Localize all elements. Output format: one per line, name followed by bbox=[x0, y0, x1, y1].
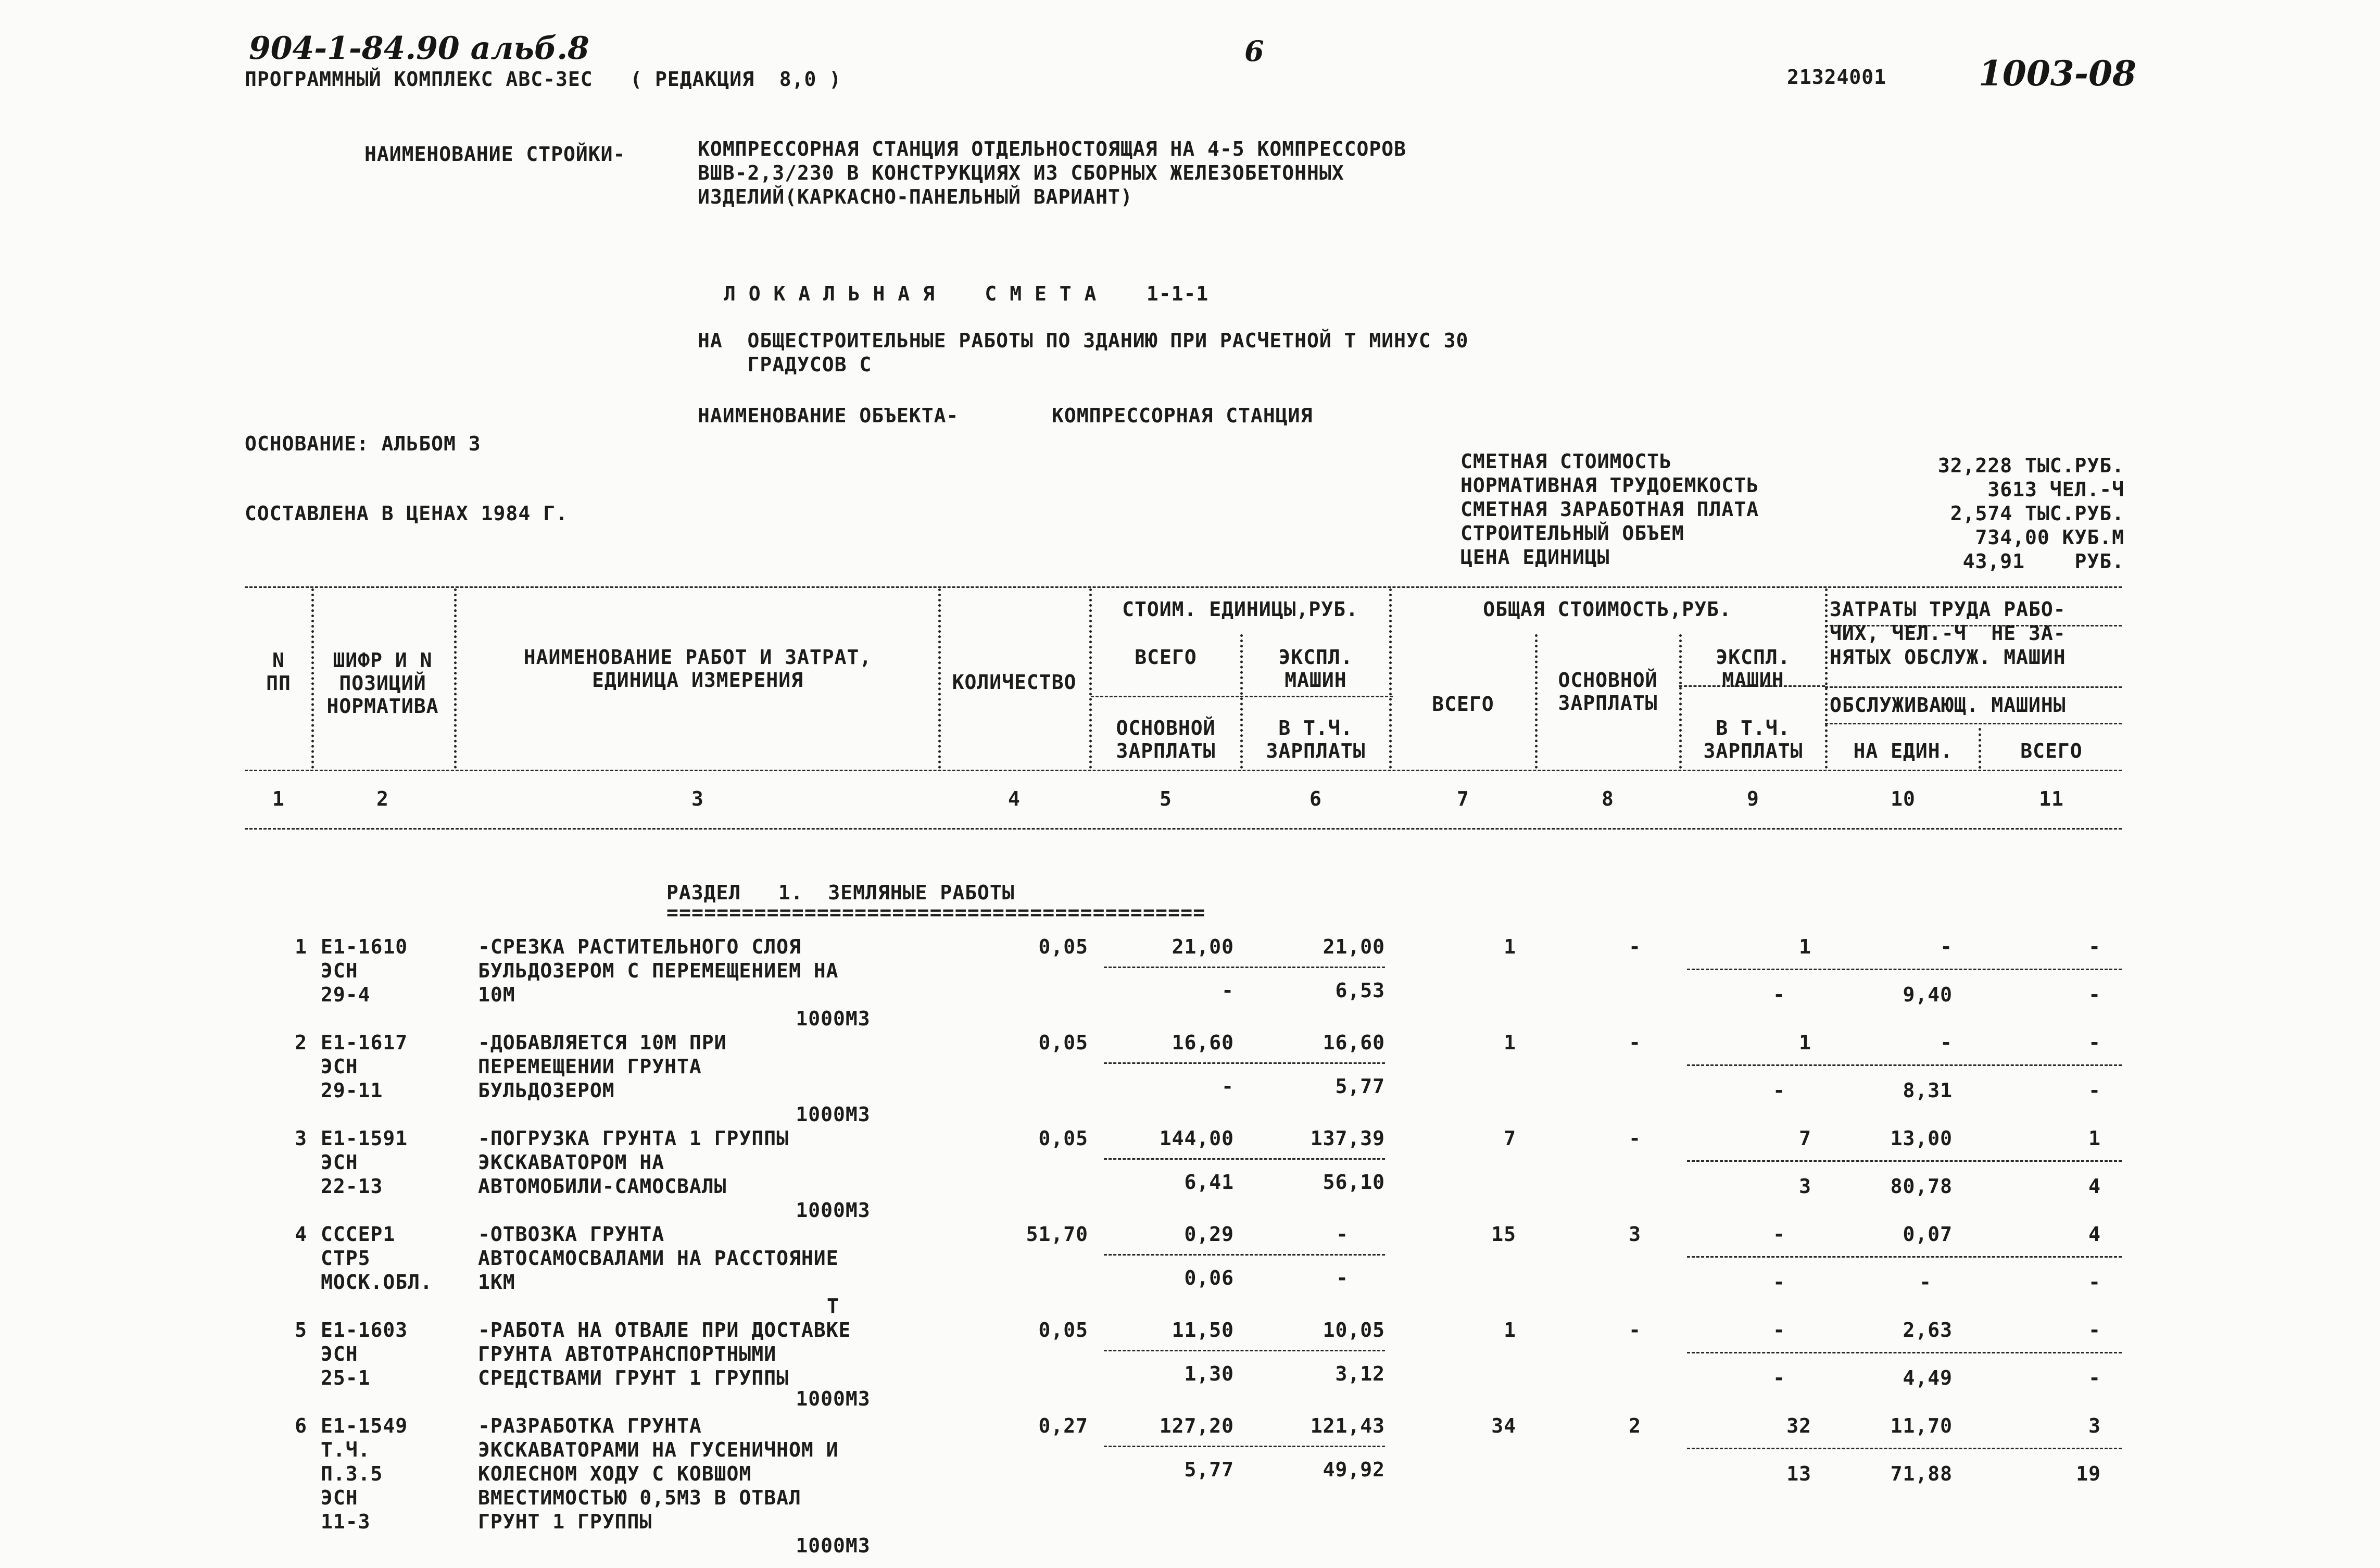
row-name: ЭКСКАВАТОРОМ НА bbox=[478, 1151, 665, 1174]
row-name: СРЕДСТВАМИ ГРУНТ 1 ГРУППЫ bbox=[478, 1366, 789, 1389]
section-underline: =========================================== bbox=[666, 901, 1206, 924]
row-code: Е1-1617 bbox=[321, 1031, 408, 1054]
row-name: АВТОМОБИЛИ-САМОСВАЛЫ bbox=[478, 1175, 727, 1198]
header-labor-service: ОБСЛУЖИВАЮЩ. МАШИНЫ bbox=[1830, 694, 2066, 717]
row-code: Т.Ч. bbox=[321, 1438, 371, 1461]
table-rule-top bbox=[245, 586, 2122, 588]
row-quantity: 51,70 bbox=[1026, 1223, 1088, 1246]
row-name: ГРУНТА АВТОТРАНСПОРТНЫМИ bbox=[478, 1343, 777, 1365]
row-name: -РАЗРАБОТКА ГРУНТА bbox=[478, 1414, 702, 1437]
row-subtotal-rule bbox=[1687, 1160, 2122, 1162]
row-total-machine-wages: 13 bbox=[1786, 1462, 1811, 1485]
row-total-cost: 15 bbox=[1491, 1223, 1516, 1246]
header-col-name: ЕДИНИЦА ИЗМЕРЕНИЯ bbox=[592, 669, 803, 692]
row-name: ПЕРЕМЕЩЕНИИ ГРУНТА bbox=[478, 1055, 702, 1078]
row-labor-service-unit: 80,78 bbox=[1890, 1175, 1953, 1198]
header-col-6: ЭКСПЛ. bbox=[1278, 646, 1353, 669]
row-labor-unit: 0,07 bbox=[1903, 1223, 1953, 1246]
summary-label: НОРМАТИВНАЯ ТРУДОЕМКОСТЬ bbox=[1460, 474, 1759, 497]
row-code: ЭСН bbox=[321, 1151, 358, 1174]
row-unit-cost-machines: 10,05 bbox=[1323, 1319, 1385, 1341]
header-col-11: ВСЕГО bbox=[2020, 739, 2083, 762]
row-subtotal-rule bbox=[1104, 1158, 1385, 1160]
row-total-cost: 7 bbox=[1504, 1127, 1516, 1150]
row-total-wages: - bbox=[1629, 1031, 1641, 1054]
row-total-wages: - bbox=[1629, 935, 1641, 958]
column-number: 1 bbox=[272, 787, 285, 810]
header-col-6: ЗАРПЛАТЫ bbox=[1266, 739, 1366, 762]
row-unit-cost-machine-wages: 6,53 bbox=[1335, 979, 1385, 1002]
row-code: ЭСН bbox=[321, 1486, 358, 1509]
row-unit: 1000М3 bbox=[796, 1387, 871, 1410]
table-rule-sub bbox=[1825, 723, 2122, 724]
document-code: 21324001 bbox=[1787, 66, 1887, 89]
column-number: 11 bbox=[2039, 787, 2064, 810]
row-labor-unit: 13,00 bbox=[1890, 1127, 1953, 1150]
row-labor-service-total: - bbox=[2088, 1366, 2101, 1389]
summary-value: 3613 ЧЕЛ.-Ч bbox=[1987, 478, 2124, 501]
row-labor-service-total: 4 bbox=[2088, 1175, 2101, 1198]
row-code: П.3.5 bbox=[321, 1462, 383, 1485]
estimate-subtitle: НА ОБЩЕСТРОИТЕЛЬНЫЕ РАБОТЫ ПО ЗДАНИЮ ПРИ РАСЧЕТНОЙ Т МИНУС 30 bbox=[698, 329, 1469, 352]
row-labor-service-total: - bbox=[2088, 1271, 2101, 1294]
row-total-cost: 34 bbox=[1491, 1414, 1516, 1437]
summary-value: 32,228 ТЫС.РУБ. bbox=[1937, 454, 2124, 477]
row-quantity: 0,05 bbox=[1038, 935, 1088, 958]
section-title: РАЗДЕЛ 1. ЗЕМЛЯНЫЕ РАБОТЫ bbox=[666, 881, 1015, 904]
row-labor-service-unit: 71,88 bbox=[1890, 1462, 1953, 1485]
summary-value: 43,91 РУБ. bbox=[1962, 550, 2124, 573]
row-code: Е1-1549 bbox=[321, 1414, 408, 1437]
estimate-title: Л О К А Л Ь Н А Я С М Е Т А 1-1-1 bbox=[724, 282, 1209, 305]
row-labor-total: - bbox=[2088, 1319, 2101, 1341]
summary-label: СТРОИТЕЛЬНЫЙ ОБЪЕМ bbox=[1460, 522, 1684, 545]
header-col-9: МАШИН bbox=[1722, 669, 1784, 692]
row-labor-total: - bbox=[2088, 935, 2101, 958]
row-subtotal-rule bbox=[1687, 1064, 2122, 1066]
header-unit-cost: СТОИМ. ЕДИНИЦЫ,РУБ. bbox=[1122, 598, 1358, 621]
header-labor: НЯТЫХ ОБСЛУЖ. МАШИН bbox=[1830, 646, 2066, 669]
row-number: 1 bbox=[295, 935, 307, 958]
handwritten-sheet-number: 1003-08 bbox=[1979, 53, 2136, 94]
row-quantity: 0,27 bbox=[1038, 1414, 1088, 1437]
row-unit-cost-wages: 1,30 bbox=[1184, 1362, 1234, 1385]
row-quantity: 0,05 bbox=[1038, 1319, 1088, 1341]
row-unit-cost-machines: 21,00 bbox=[1323, 935, 1385, 958]
row-total-cost: 1 bbox=[1504, 1031, 1516, 1054]
row-labor-unit: 11,70 bbox=[1890, 1414, 1953, 1437]
row-name: -РАБОТА НА ОТВАЛЕ ПРИ ДОСТАВКЕ bbox=[478, 1319, 851, 1341]
header-col-quantity: КОЛИЧЕСТВО bbox=[952, 671, 1077, 694]
row-labor-service-unit: 8,31 bbox=[1903, 1079, 1953, 1102]
row-unit-cost-total: 0,29 bbox=[1184, 1223, 1234, 1246]
column-number: 4 bbox=[1008, 787, 1021, 810]
row-labor-unit: - bbox=[1940, 935, 1953, 958]
row-unit: 1000М3 bbox=[796, 1534, 871, 1557]
row-unit-cost-machines: 137,39 bbox=[1310, 1127, 1385, 1150]
row-name: -СРЕЗКА РАСТИТЕЛЬНОГО СЛОЯ bbox=[478, 935, 801, 958]
row-labor-total: 4 bbox=[2088, 1223, 2101, 1246]
price-level: СОСТАВЛЕНА В ЦЕНАХ 1984 Г. bbox=[245, 502, 568, 525]
row-unit: 1000М3 bbox=[796, 1103, 871, 1126]
header-col-5: ОСНОВНОЙ bbox=[1116, 717, 1216, 739]
row-number: 2 bbox=[295, 1031, 307, 1054]
header-labor: ЧИХ, ЧЕЛ.-Ч НЕ ЗА- bbox=[1830, 622, 2066, 645]
row-number: 3 bbox=[295, 1127, 307, 1150]
header-col-5: ЗАРПЛАТЫ bbox=[1116, 739, 1216, 762]
row-labor-service-total: - bbox=[2088, 983, 2101, 1006]
column-number: 3 bbox=[691, 787, 704, 810]
summary-value: 734,00 КУБ.М bbox=[1975, 526, 2124, 549]
row-code: 29-4 bbox=[321, 983, 371, 1006]
construction-line: ВШВ-2,3/230 В КОНСТРУКЦИЯХ ИЗ СБОРНЫХ ЖЕЛЕЗОБЕТОННЫХ bbox=[698, 161, 1344, 184]
row-unit-cost-total: 16,60 bbox=[1172, 1031, 1234, 1054]
row-code: ЭСН bbox=[321, 1343, 358, 1365]
header-col-6: В Т.Ч. bbox=[1278, 717, 1353, 739]
estimate-subtitle: ГРАДУСОВ С bbox=[698, 353, 872, 376]
row-code: ЭСН bbox=[321, 959, 358, 982]
row-total-machines: 32 bbox=[1786, 1414, 1811, 1437]
header-col-10: НА ЕДИН. bbox=[1853, 739, 1953, 762]
row-unit-cost-wages: 6,41 bbox=[1184, 1171, 1234, 1194]
header-col-name: НАИМЕНОВАНИЕ РАБОТ И ЗАТРАТ, bbox=[523, 646, 872, 669]
program-line: ПРОГРАММНЫЙ КОМПЛЕКС АВС-3ЕС ( РЕДАКЦИЯ 8,0 ) bbox=[245, 68, 842, 91]
summary-label: СМЕТНАЯ СТОИМОСТЬ bbox=[1460, 450, 1672, 473]
row-total-wages: 2 bbox=[1629, 1414, 1641, 1437]
row-unit: 1000М3 bbox=[796, 1199, 871, 1222]
summary-value: 2,574 ТЫС.РУБ. bbox=[1950, 502, 2124, 525]
row-number: 6 bbox=[295, 1414, 307, 1437]
row-unit-cost-wages: - bbox=[1222, 979, 1234, 1002]
basis: ОСНОВАНИЕ: АЛЬБОМ 3 bbox=[245, 432, 481, 455]
header-col-9: ЭКСПЛ. bbox=[1716, 646, 1791, 669]
row-name: -ПОГРУЗКА ГРУНТА 1 ГРУППЫ bbox=[478, 1127, 789, 1150]
header-col-7: ВСЕГО bbox=[1432, 693, 1494, 716]
row-name: ВМЕСТИМОСТЬЮ 0,5М3 В ОТВАЛ bbox=[478, 1486, 801, 1509]
header-col-8: ЗАРПЛАТЫ bbox=[1558, 692, 1658, 714]
row-labor-service-unit: - bbox=[1919, 1271, 1932, 1294]
row-code: 11-3 bbox=[321, 1510, 371, 1533]
row-total-wages: - bbox=[1629, 1127, 1641, 1150]
row-total-cost: 1 bbox=[1504, 1319, 1516, 1341]
row-code: ЭСН bbox=[321, 1055, 358, 1078]
row-code: Е1-1591 bbox=[321, 1127, 408, 1150]
row-subtotal-rule bbox=[1687, 969, 2122, 970]
row-total-machine-wages: - bbox=[1773, 983, 1785, 1006]
header-col-code: ПОЗИЦИЙ bbox=[339, 672, 426, 695]
row-subtotal-rule bbox=[1687, 1256, 2122, 1258]
column-number: 7 bbox=[1457, 787, 1469, 810]
row-labor-total: - bbox=[2088, 1031, 2101, 1054]
header-labor: ЗАТРАТЫ ТРУДА РАБО- bbox=[1830, 598, 2066, 621]
row-name: БУЛЬДОЗЕРОМ С ПЕРЕМЕЩЕНИЕМ НА bbox=[478, 959, 839, 982]
row-number: 4 bbox=[295, 1223, 307, 1246]
row-code: Е1-1610 bbox=[321, 935, 408, 958]
construction-line: ИЗДЕЛИЙ(КАРКАСНО-ПАНЕЛЬНЫЙ ВАРИАНТ) bbox=[698, 185, 1133, 208]
row-total-machines: 1 bbox=[1799, 935, 1811, 958]
row-subtotal-rule bbox=[1104, 1254, 1385, 1256]
row-subtotal-rule bbox=[1687, 1352, 2122, 1353]
column-number: 2 bbox=[376, 787, 389, 810]
row-code: Е1-1603 bbox=[321, 1319, 408, 1341]
row-code: МОСК.ОБЛ. bbox=[321, 1271, 433, 1294]
row-total-wages: - bbox=[1629, 1319, 1641, 1341]
header-col-5: ВСЕГО bbox=[1135, 646, 1197, 669]
row-labor-service-total: - bbox=[2088, 1079, 2101, 1102]
row-unit-cost-machine-wages: 3,12 bbox=[1335, 1362, 1385, 1385]
construction-line: КОМПРЕССОРНАЯ СТАНЦИЯ ОТДЕЛЬНОСТОЯЩАЯ НА 4-5 КОМПРЕССОРОВ bbox=[698, 137, 1407, 160]
row-labor-unit: - bbox=[1940, 1031, 1953, 1054]
row-subtotal-rule bbox=[1104, 967, 1385, 968]
row-name: -ДОБАВЛЯЕТСЯ 10М ПРИ bbox=[478, 1031, 727, 1054]
header-col-code: НОРМАТИВА bbox=[326, 695, 439, 718]
row-labor-service-unit: 9,40 bbox=[1903, 983, 1953, 1006]
row-unit-cost-machine-wages: 5,77 bbox=[1335, 1075, 1385, 1098]
header-col-9: В Т.Ч. bbox=[1716, 717, 1791, 739]
object-label: НАИМЕНОВАНИЕ ОБЪЕКТА- bbox=[698, 404, 959, 427]
row-labor-service-total: 19 bbox=[2076, 1462, 2101, 1485]
row-unit: Т bbox=[827, 1295, 839, 1318]
row-total-machines: - bbox=[1773, 1223, 1785, 1246]
row-name: -ОТВОЗКА ГРУНТА bbox=[478, 1223, 665, 1246]
row-total-machines: 1 bbox=[1799, 1031, 1811, 1054]
row-unit-cost-total: 11,50 bbox=[1172, 1319, 1234, 1341]
row-unit-cost-wages: - bbox=[1222, 1075, 1234, 1098]
row-labor-total: 1 bbox=[2088, 1127, 2101, 1150]
row-unit: 1000М3 bbox=[796, 1007, 871, 1030]
handwritten-reference: 904-1-84.90 альб.8 bbox=[249, 30, 589, 67]
row-total-machine-wages: - bbox=[1773, 1366, 1785, 1389]
row-name: ГРУНТ 1 ГРУППЫ bbox=[478, 1510, 652, 1533]
column-number: 5 bbox=[1160, 787, 1172, 810]
row-unit-cost-machine-wages: - bbox=[1336, 1266, 1349, 1289]
row-unit-cost-wages: 0,06 bbox=[1184, 1266, 1234, 1289]
table-rule-head-bottom bbox=[245, 770, 2122, 771]
row-subtotal-rule bbox=[1104, 1062, 1385, 1064]
row-name: 10М bbox=[478, 983, 515, 1006]
row-name: ЭКСКАВАТОРАМИ НА ГУСЕНИЧНОМ И bbox=[478, 1438, 839, 1461]
construction-label: НАИМЕНОВАНИЕ СТРОЙКИ- bbox=[364, 143, 626, 166]
row-unit-cost-total: 21,00 bbox=[1172, 935, 1234, 958]
row-unit-cost-machine-wages: 56,10 bbox=[1323, 1171, 1385, 1194]
column-number: 10 bbox=[1891, 787, 1916, 810]
header-col-8: ОСНОВНОЙ bbox=[1558, 669, 1658, 692]
table-rule-sub bbox=[1825, 686, 2122, 688]
row-unit-cost-machines: 121,43 bbox=[1310, 1414, 1385, 1437]
row-unit-cost-machines: 16,60 bbox=[1323, 1031, 1385, 1054]
row-unit-cost-machine-wages: 49,92 bbox=[1323, 1458, 1385, 1481]
row-code: 25-1 bbox=[321, 1366, 371, 1389]
header-col-6: МАШИН bbox=[1285, 669, 1347, 692]
header-col-9: ЗАРПЛАТЫ bbox=[1703, 739, 1803, 762]
summary-label: СМЕТНАЯ ЗАРАБОТНАЯ ПЛАТА bbox=[1460, 498, 1759, 521]
row-code: СССЕР1 bbox=[321, 1223, 396, 1246]
row-name: БУЛЬДОЗЕРОМ bbox=[478, 1079, 615, 1102]
column-separator bbox=[454, 588, 457, 769]
table-rule-num-bottom bbox=[245, 828, 2122, 830]
row-code: 22-13 bbox=[321, 1175, 383, 1198]
header-col-number: N bbox=[272, 649, 285, 672]
row-code: СТР5 bbox=[321, 1247, 371, 1270]
row-unit-cost-total: 127,20 bbox=[1159, 1414, 1234, 1437]
row-subtotal-rule bbox=[1104, 1446, 1385, 1447]
column-number: 8 bbox=[1602, 787, 1614, 810]
row-labor-unit: 2,63 bbox=[1903, 1319, 1953, 1341]
header-col-number: ПП bbox=[266, 672, 291, 695]
row-name: АВТОСАМОСВАЛАМИ НА РАССТОЯНИЕ bbox=[478, 1247, 839, 1270]
row-total-wages: 3 bbox=[1629, 1223, 1641, 1246]
row-total-machine-wages: - bbox=[1773, 1271, 1785, 1294]
row-name: 1КМ bbox=[478, 1271, 515, 1294]
row-subtotal-rule bbox=[1104, 1350, 1385, 1351]
column-number: 9 bbox=[1747, 787, 1759, 810]
row-unit-cost-total: 144,00 bbox=[1159, 1127, 1234, 1150]
row-unit-cost-wages: 5,77 bbox=[1184, 1458, 1234, 1481]
row-number: 5 bbox=[295, 1319, 307, 1341]
page-number: 6 bbox=[1244, 34, 1264, 68]
object-value: КОМПРЕССОРНАЯ СТАНЦИЯ bbox=[1052, 404, 1313, 427]
row-total-cost: 1 bbox=[1504, 935, 1516, 958]
row-total-machine-wages: - bbox=[1773, 1079, 1785, 1102]
row-total-machines: - bbox=[1773, 1319, 1785, 1341]
row-total-machines: 7 bbox=[1799, 1127, 1811, 1150]
column-number: 6 bbox=[1309, 787, 1322, 810]
row-code: 29-11 bbox=[321, 1079, 383, 1102]
summary-label: ЦЕНА ЕДИНИЦЫ bbox=[1460, 546, 1610, 569]
header-total-cost: ОБЩАЯ СТОИМОСТЬ,РУБ. bbox=[1483, 598, 1732, 621]
row-labor-service-unit: 4,49 bbox=[1903, 1366, 1953, 1389]
row-unit-cost-machines: - bbox=[1336, 1223, 1349, 1246]
row-total-machine-wages: 3 bbox=[1799, 1175, 1811, 1198]
row-quantity: 0,05 bbox=[1038, 1127, 1088, 1150]
row-quantity: 0,05 bbox=[1038, 1031, 1088, 1054]
row-name: КОЛЕСНОМ ХОДУ С КОВШОМ bbox=[478, 1462, 752, 1485]
row-labor-total: 3 bbox=[2088, 1414, 2101, 1437]
row-subtotal-rule bbox=[1687, 1448, 2122, 1449]
header-col-code: ШИФР И N bbox=[333, 649, 433, 672]
